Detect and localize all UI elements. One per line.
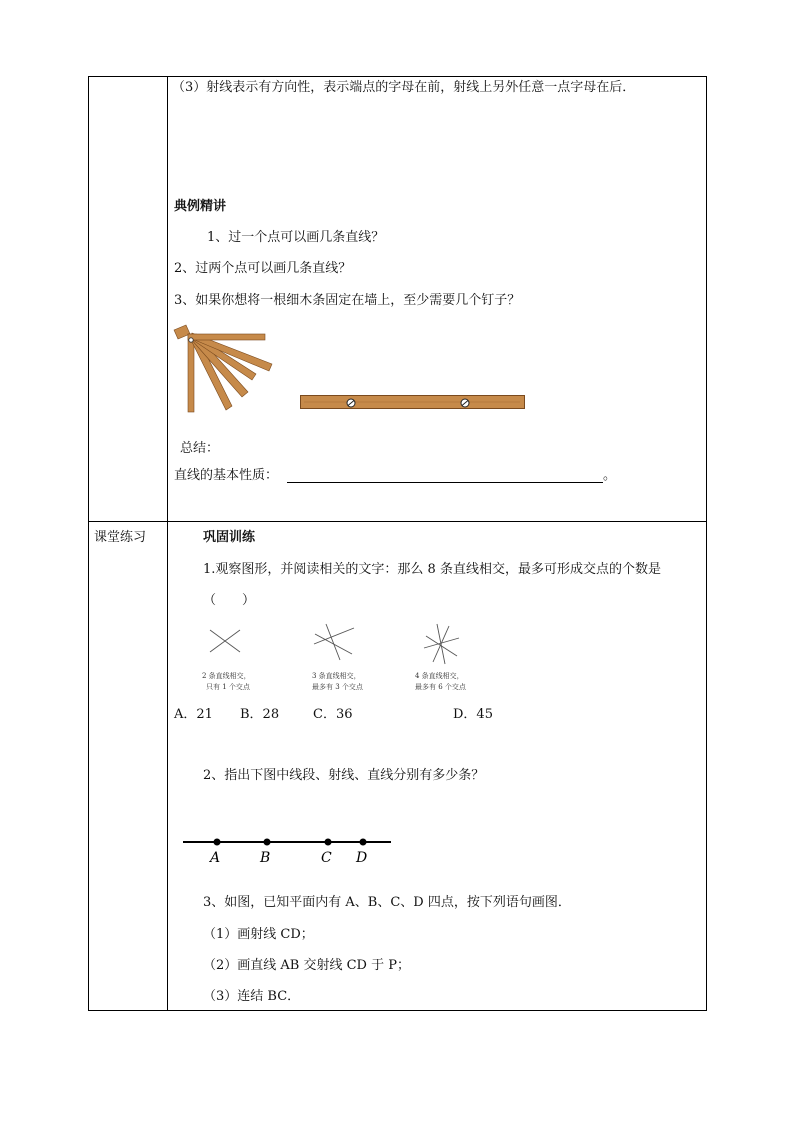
section-title-practice: 巩固训练 <box>203 530 256 545</box>
label-c: C <box>321 850 332 866</box>
point-b <box>264 839 271 846</box>
lesson-table <box>88 76 707 1011</box>
label-d: D <box>356 850 368 866</box>
points-line-figure <box>182 832 394 866</box>
nail <box>189 338 193 342</box>
stick-vertical <box>188 334 194 412</box>
exercise-1: 1.观察图形，并阅读相关的文字：那么 8 条直线相交，最多可形成交点的个数是 <box>203 562 661 577</box>
exercise-3: 3、如图，已知平面内有 A、B、C、D 四点，按下列语句画图． <box>203 895 571 910</box>
three-lines-figure <box>312 622 356 662</box>
nail-left <box>347 399 355 407</box>
fill-in-blank[interactable] <box>287 482 603 483</box>
row-label-practice: 课堂练习 <box>94 530 147 545</box>
two-lines-figure <box>205 625 245 659</box>
column-divider <box>167 77 168 1010</box>
sticks-one-nail-figure <box>172 322 282 414</box>
caption-3-lines-line1: 3 条直线相交， <box>312 672 361 680</box>
stick-top-left <box>174 325 190 339</box>
question-3: 3、如果你想将一根细木条固定在墙上，至少需要几个钉子？ <box>174 293 521 308</box>
point-a <box>214 839 221 846</box>
exercise-3-item-2: （2）画直线 AB 交射线 CD 于 P； <box>203 958 410 973</box>
point-c <box>325 839 332 846</box>
caption-2-lines-line1: 2 条直线相交， <box>202 672 251 680</box>
summary-label: 总结： <box>180 441 220 456</box>
label-a: A <box>210 850 221 866</box>
option-a[interactable]: A．21 <box>174 707 213 722</box>
four-lines-figure <box>421 622 461 666</box>
stick-horizontal <box>188 334 265 340</box>
exercise-1-paren: （ ） <box>203 593 256 608</box>
exercise-2: 2、指出下图中线段、射线、直线分别有多少条？ <box>203 768 485 783</box>
label-b: B <box>260 850 271 866</box>
property-label: 直线的基本性质： <box>174 468 279 483</box>
exercise-3-item-3: （3）连结 BC． <box>203 989 301 1004</box>
caption-3-lines-line2: 最多有 3 个交点 <box>312 683 363 691</box>
point-d <box>360 839 367 846</box>
caption-4-lines-line2: 最多有 6 个交点 <box>415 683 466 691</box>
note-ray-direction: （3）射线表示有方向性，表示端点的字母在前，射线上另外任意一点字母在后． <box>172 80 636 95</box>
property-end-mark: 。 <box>603 468 617 483</box>
option-d[interactable]: D．45 <box>453 707 493 722</box>
question-2: 2、过两个点可以画几条直线？ <box>174 261 352 276</box>
nail-right <box>461 399 469 407</box>
option-b[interactable]: B．28 <box>240 707 280 722</box>
stick-two-nails-figure <box>300 395 526 411</box>
option-c[interactable]: C．36 <box>313 707 353 722</box>
caption-4-lines-line1: 4 条直线相交， <box>415 672 464 680</box>
exercise-3-item-1: （1）画射线 CD； <box>203 927 314 942</box>
caption-2-lines-line2: 只有 1 个交点 <box>206 683 250 691</box>
row-divider <box>89 521 706 522</box>
question-1: 1、过一个点可以画几条直线？ <box>207 230 385 245</box>
section-title-examples: 典例精讲 <box>174 199 227 214</box>
